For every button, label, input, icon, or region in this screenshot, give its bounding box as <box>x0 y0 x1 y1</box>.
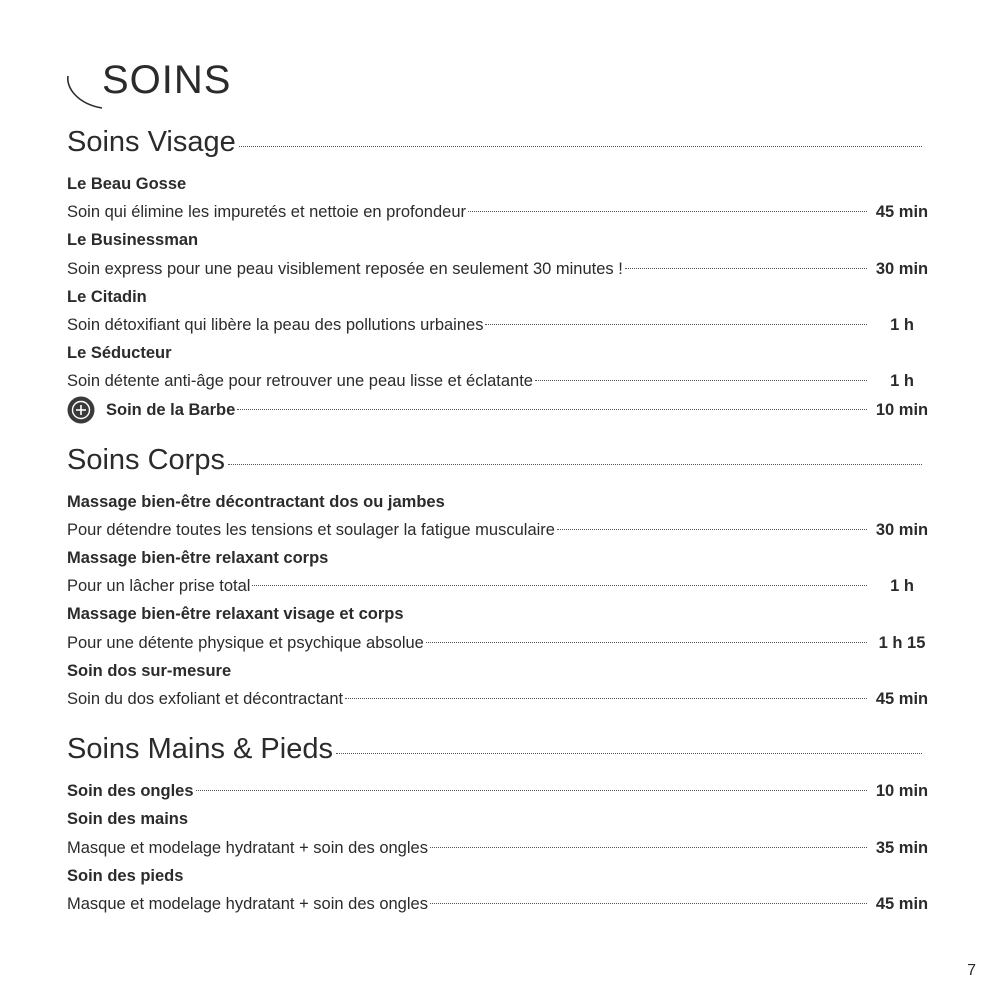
treatment-name-row <box>67 600 933 628</box>
treatment-name: Soin des pieds <box>67 866 184 885</box>
treatment-name-row <box>67 396 933 424</box>
treatment-duration: 45 min <box>875 894 929 913</box>
treatment-name-row <box>67 544 933 572</box>
dotted-leader <box>468 211 867 212</box>
treatment-description: Masque et modelage hydratant + soin des ongles <box>67 838 428 857</box>
treatment-description-row <box>67 255 933 283</box>
treatment-description: Soin détente anti-âge pour retrouver une peau lisse et éclatante <box>67 372 533 391</box>
treatment-duration: 1 h <box>890 315 914 334</box>
dotted-leader <box>485 324 867 325</box>
dotted-leader <box>426 642 867 643</box>
treatment-duration: 45 min <box>875 690 929 708</box>
dotted-leader <box>557 529 867 530</box>
treatment-name: Massage bien-être décontractant dos ou jambes <box>67 492 445 511</box>
treatment-description: Pour détendre toutes les tensions et soulager la fatigue musculaire <box>67 520 555 539</box>
page-number: 7 <box>967 962 976 979</box>
treatment-description-row <box>67 367 933 395</box>
section-0 <box>67 126 933 424</box>
treatment-name-row <box>67 777 933 805</box>
treatment-name: Le Citadin <box>67 287 147 306</box>
dotted-leader <box>228 464 922 465</box>
treatment-description: Soin du dos exfoliant et décontractant <box>67 690 344 708</box>
treatment-name-row <box>67 283 933 311</box>
treatment-name-row <box>67 862 933 890</box>
treatment-name: Massage bien-être relaxant corps <box>67 549 329 568</box>
treatment-name: Soin de la Barbe <box>106 400 236 419</box>
dotted-leader <box>345 698 867 699</box>
treatment-duration: 10 min <box>875 400 929 419</box>
plus-circle-icon <box>67 396 95 424</box>
dotted-leader <box>430 903 867 904</box>
treatment-description: Soin express pour une peau visiblement reposée en seulement 30 minutes ! <box>67 259 623 278</box>
treatment-name-row <box>67 488 933 516</box>
treatment-description-row <box>67 629 933 657</box>
dotted-leader <box>535 380 867 381</box>
treatment-description-row <box>67 198 933 226</box>
section-header <box>67 733 925 777</box>
treatment-duration: 1 h <box>890 372 914 391</box>
section-header <box>67 126 925 170</box>
page-title: SOINS <box>102 58 232 102</box>
section-2 <box>67 733 933 918</box>
dotted-leader <box>252 585 867 586</box>
treatment-name-row <box>67 226 933 254</box>
treatment-name: Le Séducteur <box>67 344 172 363</box>
treatment-description-row <box>67 516 933 544</box>
treatment-description-row <box>67 572 933 600</box>
section-title: Soins Visage <box>67 126 236 158</box>
treatment-description: Pour une détente physique et psychique absolue <box>67 633 424 652</box>
treatment-name-row <box>67 805 933 833</box>
treatment-description: Soin détoxifiant qui libère la peau des pollutions urbaines <box>67 315 484 334</box>
dotted-leader <box>239 146 922 147</box>
section-title: Soins Corps <box>67 443 225 476</box>
treatment-name: Le Businessman <box>67 231 199 250</box>
treatment-name-row <box>67 339 933 367</box>
treatment-description: Soin qui élimine les impuretés et nettoie en profondeur <box>67 203 466 222</box>
dotted-leader <box>625 268 867 269</box>
section-title: Soins Mains & Pieds <box>67 733 333 766</box>
treatment-description: Masque et modelage hydratant + soin des ongles <box>67 894 428 913</box>
dotted-leader <box>430 847 867 848</box>
page-header <box>64 58 364 118</box>
treatment-duration: 35 min <box>875 838 929 857</box>
arc-ornament-icon <box>64 74 104 110</box>
treatment-name-row <box>67 170 933 198</box>
treatment-name: Le Beau Gosse <box>67 175 187 193</box>
menu-content <box>67 126 933 938</box>
treatment-duration: 30 min <box>875 520 929 539</box>
treatment-duration: 45 min <box>875 203 929 222</box>
dotted-leader <box>237 409 867 410</box>
treatment-duration: 30 min <box>875 259 929 278</box>
dotted-leader <box>336 753 922 754</box>
treatment-description-row <box>67 311 933 339</box>
treatment-description-row <box>67 890 933 918</box>
treatment-name: Soin des mains <box>67 810 189 829</box>
treatment-name-row <box>67 657 933 685</box>
treatment-description-row <box>67 685 933 713</box>
treatment-description-row <box>67 834 933 862</box>
treatment-name: Soin dos sur-mesure <box>67 661 232 680</box>
section-1 <box>67 444 933 714</box>
treatment-duration: 1 h 15 <box>878 633 926 652</box>
treatment-description: Pour un lâcher prise total <box>67 577 251 596</box>
section-header <box>67 444 925 488</box>
treatment-name: Soin des ongles <box>67 782 194 801</box>
treatment-name: Massage bien-être relaxant visage et corps <box>67 605 404 624</box>
treatment-duration: 1 h <box>890 577 914 596</box>
dotted-leader <box>196 790 867 791</box>
treatment-duration: 10 min <box>875 782 929 801</box>
